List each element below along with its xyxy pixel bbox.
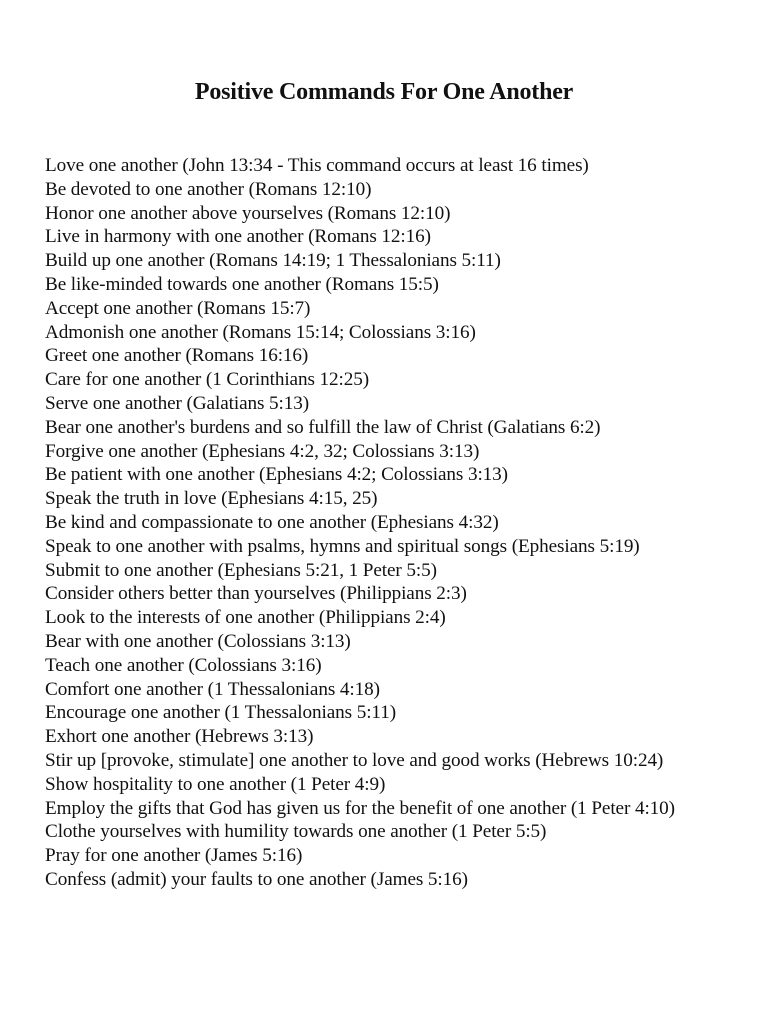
list-item: Teach one another (Colossians 3:16) — [45, 654, 322, 676]
list-item: Bear with one another (Colossians 3:13) — [45, 630, 351, 652]
list-item: Live in harmony with one another (Romans 12:16) — [45, 226, 431, 248]
list-item: Love one another (John 13:34 - This command occurs at least 16 times) — [45, 155, 589, 176]
page-title: Positive Commands For One Another — [194, 79, 574, 105]
list-item: Serve one another (Galatians 5:13) — [45, 392, 310, 414]
list-item: Speak to one another with psalms, hymns and spiritual songs (Ephesians 5:19) — [45, 535, 640, 557]
list-item: Clothe yourselves with humility towards one another (1 Peter 5:5) — [45, 821, 547, 843]
list-item: Build up one another (Romans 14:19; 1 Thessalonians 5:11) — [45, 250, 501, 272]
list-item: Bear one another's burdens and so fulfill the law of Christ (Galatians 6:2) — [45, 416, 601, 438]
list-item: Encourage one another (1 Thessalonians 5:11) — [45, 702, 396, 724]
commands-list — [45, 154, 760, 892]
list-item: Show hospitality to one another (1 Peter 4:9) — [45, 773, 386, 795]
list-item: Honor one another above yourselves (Romans 12:10) — [45, 202, 451, 224]
list-item: Be patient with one another (Ephesians 4:2; Colossians 3:13) — [45, 464, 508, 486]
list-item: Confess (admit) your faults to one another (James 5:16) — [45, 868, 468, 890]
list-item: Be devoted to one another (Romans 12:10) — [45, 178, 372, 200]
list-item: Stir up [provoke, stimulate] one another to love and good works (Hebrews 10:24) — [45, 749, 664, 771]
list-item: Exhort one another (Hebrews 3:13) — [45, 726, 314, 748]
list-item: Be like-minded towards one another (Romans 15:5) — [45, 273, 439, 295]
list-item: Look to the interests of one another (Philippians 2:4) — [45, 607, 446, 629]
list-item: Be kind and compassionate to one another (Ephesians 4:32) — [45, 511, 499, 533]
list-item: Submit to one another (Ephesians 5:21, 1 Peter 5:5) — [45, 559, 437, 581]
list-item: Consider others better than yourselves (Philippians 2:3) — [45, 583, 467, 605]
list-item: Forgive one another (Ephesians 4:2, 32; Colossians 3:13) — [45, 440, 480, 462]
list-item: Pray for one another (James 5:16) — [45, 845, 303, 867]
list-item: Comfort one another (1 Thessalonians 4:18) — [45, 678, 380, 700]
list-item: Admonish one another (Romans 15:14; Colossians 3:16) — [45, 321, 476, 343]
list-item: Speak the truth in love (Ephesians 4:15, 25) — [45, 488, 378, 510]
list-item: Employ the gifts that God has given us for the benefit of one another (1 Peter 4:10) — [45, 797, 675, 819]
list-item: Greet one another (Romans 16:16) — [45, 345, 309, 367]
list-item: Care for one another (1 Corinthians 12:25) — [45, 369, 370, 391]
list-item: Accept one another (Romans 15:7) — [45, 297, 311, 319]
